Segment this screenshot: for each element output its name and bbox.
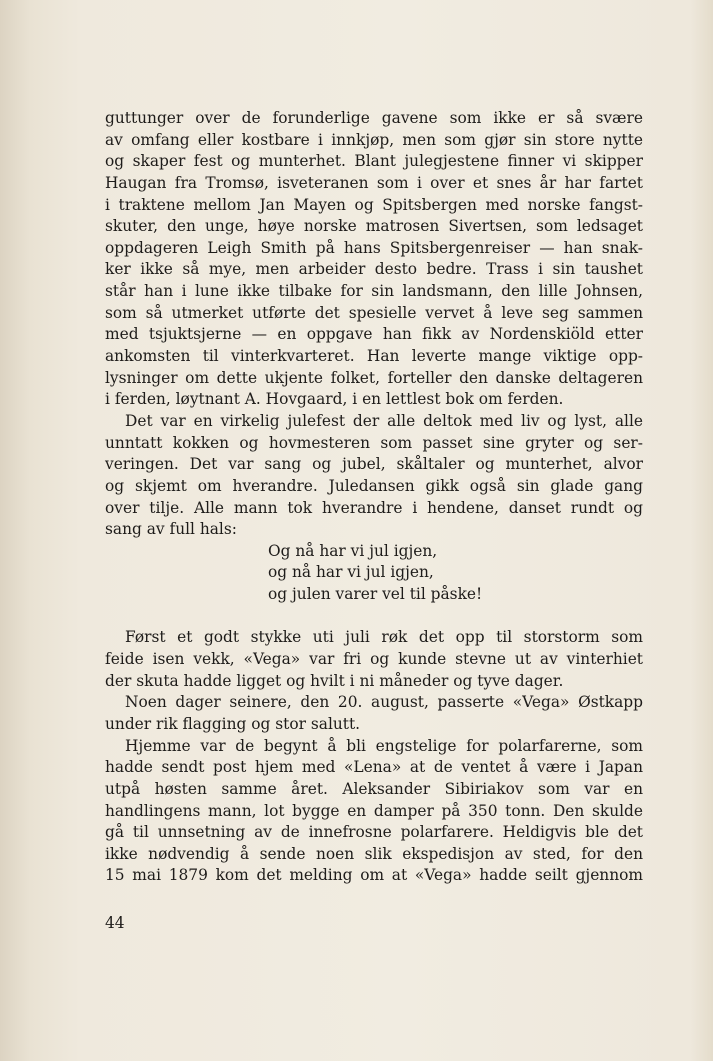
poem-line: og julen varer vel til påske! [268, 585, 483, 604]
text-line: unntatt kokken og hovmesteren som passet sine gryter og ser- [105, 433, 643, 452]
text-line: Først et godt stykke uti juli røk det opp til storstorm som [125, 628, 643, 647]
text-line: lysninger om dette ukjente folket, forteller den danske deltageren [105, 368, 643, 387]
text-line: over tilje. Alle mann tok hverandre i hendene, danset rundt og [105, 498, 643, 517]
text-line: gå til unnsetning av de innefrosne polarfarere. Heldigvis ble det [105, 823, 643, 842]
text-line: utpå høsten samme året. Aleksander Sibiriakov som var en [105, 779, 643, 798]
text-line: står han i lune ikke tilbake for sin landsmann, den lille Johnsen, [105, 282, 643, 301]
text-line: Hjemme var de begynt å bli engstelige for polarfarerne, som [125, 736, 643, 755]
text-line: Haugan fra Tromsø, isveteranen som i over et snes år har fartet [105, 173, 643, 192]
text-line: veringen. Det var sang og jubel, skåltaler og munterhet, alvor [105, 455, 643, 474]
text-line: Det var en virkelig julefest der alle deltok med liv og lyst, alle [125, 411, 643, 430]
poem-line: Og nå har vi jul igjen, [268, 541, 438, 560]
text-line: ker ikke så mye, men arbeider desto bedre. Trass i sin taushet [105, 260, 643, 279]
text-line: hadde sendt post hjem med «Lena» at de ventet å være i Japan [105, 758, 643, 777]
text-line: sang av full hals: [105, 520, 237, 539]
text-line: handlingens mann, lot bygge en damper på 350 tonn. Den skulde [105, 801, 643, 820]
poem-line: og nå har vi jul igjen, [268, 563, 434, 582]
text-line: i ferden, løytnant A. Hovgaard, i en lettlest bok om ferden. [105, 390, 564, 409]
text-line: og skaper fest og munterhet. Blant julegjestene finner vi skipper [105, 152, 643, 171]
text-line: som så utmerket utførte det spesielle vervet å leve seg sammen [105, 303, 643, 322]
body-text [105, 108, 643, 887]
text-line: feide isen vekk, «Vega» var fri og kunde stevne ut av vinterhiet [105, 650, 643, 669]
text-line: 15 mai 1879 kom det melding om at «Vega» hadde seilt gjennom [105, 866, 643, 885]
text-line: skuter, den unge, høye norske matrosen Sivertsen, som ledsaget [105, 217, 643, 236]
page-number: 44 [105, 914, 125, 932]
text-line: og skjemt om hverandre. Juledansen gikk også sin glade gang [105, 476, 643, 495]
text-line: ankomsten til vinterkvarteret. Han leverte mange viktige opp- [105, 347, 643, 366]
text-line: med tsjuktsjerne — en oppgave han fikk av Nordenskiöld etter [105, 325, 643, 344]
text-line: oppdageren Leigh Smith på hans Spitsbergenreiser — han snak- [105, 238, 643, 257]
text-line: i traktene mellom Jan Mayen og Spitsbergen med norske fangst- [105, 195, 643, 214]
text-line: av omfang eller kostbare i innkjøp, men som gjør sin store nytte [105, 130, 643, 149]
text-line: Noen dager seinere, den 20. august, passerte «Vega» Østkapp [125, 693, 643, 712]
text-line: der skuta hadde ligget og hvilt i ni måneder og tyve dager. [105, 671, 564, 690]
text-line: ikke nødvendig å sende noen slik ekspedisjon av sted, for den [105, 844, 643, 863]
text-line: guttunger over de forunderlige gavene som ikke er så svære [105, 109, 643, 127]
text-line: under rik flagging og stor salutt. [105, 714, 361, 733]
